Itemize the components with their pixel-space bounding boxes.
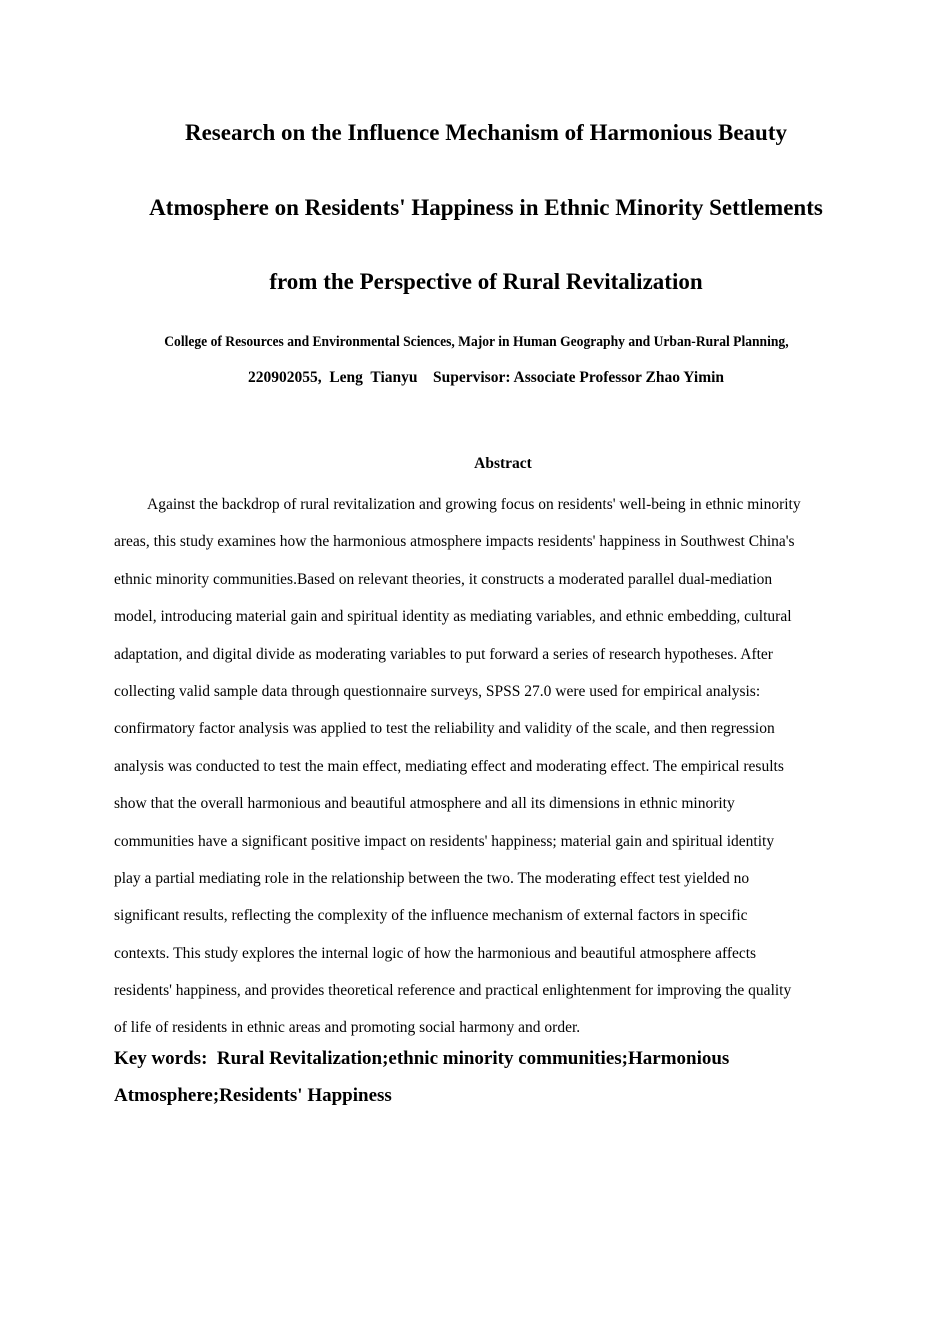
author-and-supervisor: 220902055, Leng Tianyu Supervisor: Associate Professor Zhao Yimin (247, 369, 725, 386)
abstract-line: areas, this study examines how the harmonious atmosphere impacts residents' happiness in Southwest China's (114, 533, 795, 551)
abstract-line: residents' happiness, and provides theoretical reference and practical enlightenment for improving the quality (114, 982, 792, 1000)
title-line-3: from the Perspective of Rural Revitalization (269, 269, 703, 294)
abstract-line: contexts. This study explores the internal logic of how the harmonious and beautiful atmosphere affects (114, 944, 757, 962)
abstract-line: adaptation, and digital divide as moderating variables to put forward a series of research hypotheses. After (114, 645, 773, 663)
keywords-line-1: Key words: Rural Revitalization;ethnic minority communities;Harmonious (114, 1048, 730, 1069)
abstract-line: analysis was conducted to test the main effect, mediating effect and moderating effect. The empirical results (114, 757, 784, 775)
abstract-heading: Abstract (474, 455, 532, 472)
paper-title (100, 96, 872, 320)
abstract-line: show that the overall harmonious and beautiful atmosphere and all its dimensions in ethnic minority (114, 795, 735, 813)
abstract-line: Against the backdrop of rural revitalization and growing focus on residents' well-being in ethnic minority (147, 496, 801, 513)
title-line-2: Atmosphere on Residents' Happiness in Ethnic Minority Settlements (149, 194, 823, 220)
abstract-line: confirmatory factor analysis was applied to test the reliability and validity of the scale, and then regression (114, 720, 775, 738)
abstract-line: model, introducing material gain and spiritual identity as mediating variables, and ethnic embedding, cultural (114, 608, 792, 626)
abstract-line: of life of residents in ethnic areas and promoting social harmony and order. (114, 1019, 581, 1037)
abstract-line: play a partial mediating role in the relationship between the two. The moderating effect test yielded no (114, 869, 750, 887)
abstract-line: collecting valid sample data through questionnaire surveys, SPSS 27.0 were used for empirical analysis: (114, 682, 761, 700)
abstract-body (114, 486, 859, 1047)
abstract-line: communities have a significant positive impact on residents' happiness; material gain and spiritual identity (114, 832, 775, 850)
keywords-line-2: Atmosphere;Residents' Happiness (114, 1085, 392, 1106)
author-affiliation: College of Resources and Environmental Sciences, Major in Human Geography and Urban-Rural Planning, (164, 334, 789, 350)
keywords (114, 1040, 874, 1114)
abstract-line: ethnic minority communities.Based on relevant theories, it constructs a moderated parallel dual-mediation (114, 570, 773, 588)
title-line-1: Research on the Influence Mechanism of Harmonious Beauty (184, 120, 788, 145)
abstract-line: significant results, reflecting the complexity of the influence mechanism of external factors in specific (114, 907, 748, 925)
